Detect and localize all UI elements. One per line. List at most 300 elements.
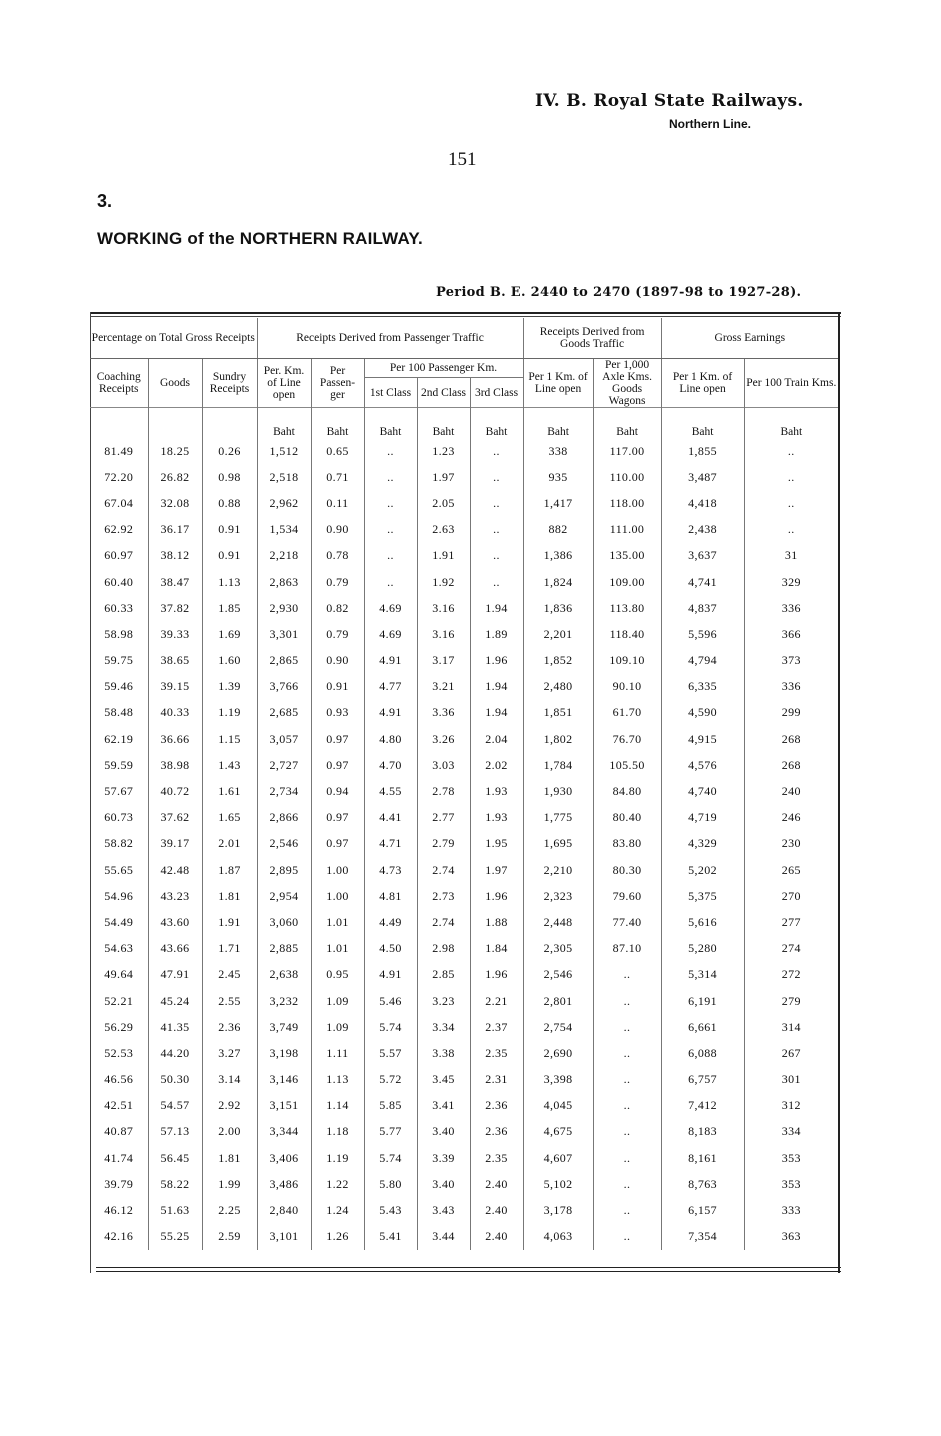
header-gross-per-train: Per 100 Train Kms.: [744, 359, 838, 408]
cell-gross-per-train: 246: [744, 805, 838, 831]
cell-per-passenger: 1.00: [311, 883, 364, 909]
cell-second-class: 3.16: [417, 595, 470, 621]
cell-per-km-line: 3,198: [257, 1040, 311, 1066]
cell-goods-per-axle: ..: [593, 1171, 661, 1197]
cell-second-class: 2.74: [417, 909, 470, 935]
cell-sundry: 1.15: [202, 726, 257, 752]
cell-goods-per-km-line: 2,305: [523, 936, 593, 962]
cell-goods: 36.66: [148, 726, 202, 752]
cell-per-km-line: 2,954: [257, 883, 311, 909]
cell-gross-per-km-line: 4,719: [661, 805, 744, 831]
cell-per-km-line: 3,146: [257, 1067, 311, 1093]
cell-per-km-line: 2,885: [257, 936, 311, 962]
cell-per-passenger: 0.97: [311, 831, 364, 857]
cell-first-class: 5.41: [364, 1224, 417, 1250]
unit-label: Baht: [257, 408, 311, 439]
cell-goods: 36.17: [148, 517, 202, 543]
cell-second-class: 3.26: [417, 726, 470, 752]
cell-third-class: 2.04: [470, 726, 523, 752]
cell-goods-per-axle: ..: [593, 962, 661, 988]
table-row: [90, 700, 838, 726]
cell-goods-per-axle: 118.40: [593, 621, 661, 647]
cell-first-class: 4.73: [364, 857, 417, 883]
cell-per-passenger: 1.13: [311, 1067, 364, 1093]
cell-gross-per-train: 268: [744, 726, 838, 752]
cell-second-class: 3.45: [417, 1067, 470, 1093]
cell-goods-per-km-line: 1,802: [523, 726, 593, 752]
cell-gross-per-km-line: 4,740: [661, 778, 744, 804]
cell-goods-per-km-line: 1,695: [523, 831, 593, 857]
cell-gross-per-train: 265: [744, 857, 838, 883]
cell-goods: 51.63: [148, 1197, 202, 1223]
cell-goods-per-axle: 80.30: [593, 857, 661, 883]
cell-per-km-line: 2,638: [257, 962, 311, 988]
cell-goods-per-axle: 109.10: [593, 648, 661, 674]
cell-coaching: 46.56: [104, 1072, 134, 1087]
cell-sundry: 0.26: [202, 438, 257, 464]
cell-per-passenger: 0.97: [311, 805, 364, 831]
cell-per-passenger: 1.01: [311, 909, 364, 935]
cell-coaching: 41.74: [104, 1150, 134, 1165]
cell-gross-per-train: 299: [744, 700, 838, 726]
cell-coaching: 54.96: [104, 888, 134, 903]
cell-per-km-line: 2,518: [257, 464, 311, 490]
table-row: [90, 778, 838, 804]
cell-third-class: 2.40: [470, 1171, 523, 1197]
cell-gross-per-km-line: 1,855: [661, 438, 744, 464]
cell-coaching: 56.29: [104, 1019, 134, 1034]
cell-goods: 55.25: [148, 1224, 202, 1250]
cell-sundry: 1.43: [202, 752, 257, 778]
cell-goods-per-axle: 90.10: [593, 674, 661, 700]
cell-goods-per-axle: 111.00: [593, 517, 661, 543]
cell-coaching: 54.49: [104, 914, 134, 929]
cell-third-class: 2.35: [470, 1040, 523, 1066]
cell-per-passenger: 1.22: [311, 1171, 364, 1197]
cell-goods-per-km-line: 4,045: [523, 1093, 593, 1119]
cell-second-class: 2.77: [417, 805, 470, 831]
cell-first-class: ..: [364, 464, 417, 490]
cell-first-class: 5.74: [364, 1014, 417, 1040]
cell-gross-per-km-line: 4,837: [661, 595, 744, 621]
cell-sundry: 3.14: [202, 1067, 257, 1093]
cell-per-passenger: 0.90: [311, 517, 364, 543]
cell-coaching: 54.63: [104, 941, 134, 956]
table-row: [90, 1119, 838, 1145]
cell-per-km-line: 3,151: [257, 1093, 311, 1119]
cell-sundry: 3.27: [202, 1040, 257, 1066]
table-row: [90, 857, 838, 883]
cell-first-class: 4.49: [364, 909, 417, 935]
cell-goods: 39.17: [148, 831, 202, 857]
unit-label: Baht: [661, 408, 744, 439]
cell-second-class: 2.05: [417, 490, 470, 516]
cell-gross-per-km-line: 2,438: [661, 517, 744, 543]
cell-goods: 38.47: [148, 569, 202, 595]
cell-goods: 54.57: [148, 1093, 202, 1119]
line-subtitle: Northern Line.: [669, 117, 752, 131]
cell-per-passenger: 0.82: [311, 595, 364, 621]
cell-gross-per-train: 353: [744, 1145, 838, 1171]
cell-gross-per-train: 301: [744, 1067, 838, 1093]
table-bottom-rule-double: [96, 1271, 841, 1272]
cell-coaching: 52.53: [104, 1045, 134, 1060]
cell-goods-per-km-line: 1,386: [523, 543, 593, 569]
table-row: [90, 1197, 838, 1223]
table-row: [90, 517, 838, 543]
cell-coaching: 60.97: [104, 548, 134, 563]
cell-per-km-line: 3,057: [257, 726, 311, 752]
cell-goods-per-km-line: 5,102: [523, 1171, 593, 1197]
cell-first-class: 5.74: [364, 1145, 417, 1171]
cell-sundry: 1.91: [202, 909, 257, 935]
cell-per-passenger: 0.94: [311, 778, 364, 804]
cell-second-class: 2.73: [417, 883, 470, 909]
table-row: [90, 595, 838, 621]
cell-third-class: 1.96: [470, 648, 523, 674]
cell-first-class: 4.77: [364, 674, 417, 700]
cell-per-km-line: 1,512: [257, 438, 311, 464]
cell-goods-per-km-line: 4,063: [523, 1224, 593, 1250]
cell-second-class: 3.40: [417, 1171, 470, 1197]
cell-coaching: 72.20: [104, 469, 134, 484]
cell-first-class: 4.50: [364, 936, 417, 962]
cell-third-class: 1.96: [470, 962, 523, 988]
table-row: [90, 1224, 838, 1250]
cell-per-km-line: 2,930: [257, 595, 311, 621]
table-top-rule: [90, 312, 841, 314]
cell-gross-per-km-line: 6,088: [661, 1040, 744, 1066]
cell-per-km-line: 2,685: [257, 700, 311, 726]
cell-first-class: 4.91: [364, 700, 417, 726]
cell-first-class: 5.77: [364, 1119, 417, 1145]
table-row: [90, 569, 838, 595]
cell-coaching: 59.59: [104, 757, 134, 772]
unit-label: Baht: [470, 408, 523, 439]
cell-goods: 56.45: [148, 1145, 202, 1171]
cell-gross-per-train: 333: [744, 1197, 838, 1223]
cell-gross-per-km-line: 8,161: [661, 1145, 744, 1171]
cell-per-km-line: 3,766: [257, 674, 311, 700]
cell-gross-per-km-line: 8,763: [661, 1171, 744, 1197]
cell-coaching: 58.48: [104, 705, 134, 720]
cell-per-km-line: 3,301: [257, 621, 311, 647]
cell-per-passenger: 1.09: [311, 988, 364, 1014]
cell-gross-per-train: 312: [744, 1093, 838, 1119]
cell-goods-per-axle: ..: [593, 1224, 661, 1250]
table-row: [90, 674, 838, 700]
table-row: [90, 883, 838, 909]
cell-goods: 43.23: [148, 883, 202, 909]
cell-goods: 47.91: [148, 962, 202, 988]
unit-label: Baht: [523, 408, 593, 439]
header-second-class: 2nd Class: [417, 378, 470, 408]
cell-per-km-line: 3,486: [257, 1171, 311, 1197]
cell-gross-per-km-line: 6,191: [661, 988, 744, 1014]
header-gross-per-km-line: Per 1 Km. of Line open: [661, 359, 744, 408]
cell-per-passenger: 1.14: [311, 1093, 364, 1119]
header-goods-receipts: Receipts Derived from Goods Traffic: [523, 318, 661, 359]
cell-first-class: ..: [364, 490, 417, 516]
cell-gross-per-km-line: 3,487: [661, 464, 744, 490]
cell-first-class: ..: [364, 543, 417, 569]
cell-third-class: 1.94: [470, 595, 523, 621]
cell-goods: 41.35: [148, 1014, 202, 1040]
cell-sundry: 2.36: [202, 1014, 257, 1040]
cell-goods-per-axle: 135.00: [593, 543, 661, 569]
cell-coaching: 39.79: [104, 1176, 134, 1191]
cell-gross-per-km-line: 6,757: [661, 1067, 744, 1093]
cell-per-km-line: 3,232: [257, 988, 311, 1014]
cell-gross-per-train: 268: [744, 752, 838, 778]
cell-second-class: 1.97: [417, 464, 470, 490]
cell-goods-per-km-line: 1,851: [523, 700, 593, 726]
cell-sundry: 1.19: [202, 700, 257, 726]
cell-sundry: 0.88: [202, 490, 257, 516]
cell-gross-per-train: 314: [744, 1014, 838, 1040]
table-row: [90, 648, 838, 674]
header-per-km-line: Per. Km. of Line open: [257, 359, 311, 408]
cell-gross-per-train: 267: [744, 1040, 838, 1066]
cell-gross-per-train: ..: [744, 438, 838, 464]
cell-goods-per-km-line: 3,178: [523, 1197, 593, 1223]
cell-goods-per-axle: ..: [593, 1014, 661, 1040]
table-row: [90, 936, 838, 962]
cell-first-class: 5.80: [364, 1171, 417, 1197]
cell-per-passenger: 0.93: [311, 700, 364, 726]
cell-third-class: 1.97: [470, 857, 523, 883]
header-gross-earnings: Gross Earnings: [661, 318, 838, 359]
cell-per-passenger: 0.90: [311, 648, 364, 674]
cell-goods: 38.65: [148, 648, 202, 674]
cell-first-class: ..: [364, 517, 417, 543]
cell-second-class: 3.41: [417, 1093, 470, 1119]
cell-per-passenger: 0.95: [311, 962, 364, 988]
cell-goods-per-axle: 76.70: [593, 726, 661, 752]
cell-goods-per-km-line: 2,323: [523, 883, 593, 909]
cell-gross-per-train: 366: [744, 621, 838, 647]
cell-gross-per-km-line: 5,314: [661, 962, 744, 988]
cell-third-class: ..: [470, 517, 523, 543]
table-row: [90, 726, 838, 752]
cell-sundry: 1.85: [202, 595, 257, 621]
cell-first-class: 4.55: [364, 778, 417, 804]
cell-sundry: 2.55: [202, 988, 257, 1014]
cell-third-class: 1.93: [470, 778, 523, 804]
cell-goods: 32.08: [148, 490, 202, 516]
cell-gross-per-km-line: 5,616: [661, 909, 744, 935]
cell-gross-per-km-line: 4,794: [661, 648, 744, 674]
cell-coaching: 60.73: [104, 810, 134, 825]
cell-third-class: 2.31: [470, 1067, 523, 1093]
cell-per-passenger: 0.79: [311, 621, 364, 647]
cell-per-km-line: 3,060: [257, 909, 311, 935]
cell-second-class: 3.44: [417, 1224, 470, 1250]
cell-goods-per-km-line: 1,775: [523, 805, 593, 831]
cell-goods: 43.60: [148, 909, 202, 935]
cell-coaching: 49.64: [104, 967, 134, 982]
cell-coaching: 67.04: [104, 495, 134, 510]
cell-gross-per-train: 373: [744, 648, 838, 674]
cell-goods-per-axle: 109.00: [593, 569, 661, 595]
cell-goods-per-km-line: 4,675: [523, 1119, 593, 1145]
cell-gross-per-km-line: 5,596: [661, 621, 744, 647]
cell-third-class: 1.94: [470, 700, 523, 726]
unit-label: Baht: [417, 408, 470, 439]
cell-goods: 40.33: [148, 700, 202, 726]
cell-per-km-line: 2,962: [257, 490, 311, 516]
cell-gross-per-train: 353: [744, 1171, 838, 1197]
cell-sundry: 1.65: [202, 805, 257, 831]
cell-second-class: 3.16: [417, 621, 470, 647]
cell-coaching: 60.33: [104, 600, 134, 615]
cell-gross-per-km-line: 6,661: [661, 1014, 744, 1040]
cell-gross-per-train: 279: [744, 988, 838, 1014]
cell-per-passenger: 1.00: [311, 857, 364, 883]
header-coaching: Coaching Receipts: [96, 371, 141, 395]
table-bottom-rule: [96, 1267, 841, 1268]
cell-coaching: 57.67: [104, 784, 134, 799]
cell-gross-per-train: 329: [744, 569, 838, 595]
cell-second-class: 3.34: [417, 1014, 470, 1040]
cell-gross-per-km-line: 4,915: [661, 726, 744, 752]
cell-third-class: 1.89: [470, 621, 523, 647]
table-row: [90, 752, 838, 778]
cell-goods: 43.66: [148, 936, 202, 962]
cell-goods-per-axle: ..: [593, 1145, 661, 1171]
cell-first-class: ..: [364, 438, 417, 464]
cell-goods-per-km-line: 4,607: [523, 1145, 593, 1171]
cell-third-class: 1.93: [470, 805, 523, 831]
table-row: [90, 962, 838, 988]
cell-goods-per-axle: 83.80: [593, 831, 661, 857]
cell-per-km-line: 2,866: [257, 805, 311, 831]
cell-per-km-line: 3,344: [257, 1119, 311, 1145]
table-row: [90, 1040, 838, 1066]
cell-first-class: 4.91: [364, 648, 417, 674]
cell-gross-per-train: 363: [744, 1224, 838, 1250]
cell-second-class: 2.79: [417, 831, 470, 857]
cell-second-class: 3.03: [417, 752, 470, 778]
cell-coaching: 59.46: [104, 679, 134, 694]
cell-per-passenger: 1.01: [311, 936, 364, 962]
cell-sundry: 1.61: [202, 778, 257, 804]
cell-goods: 44.20: [148, 1040, 202, 1066]
cell-goods-per-km-line: 2,754: [523, 1014, 593, 1040]
cell-goods-per-axle: 105.50: [593, 752, 661, 778]
cell-goods-per-km-line: 2,448: [523, 909, 593, 935]
table-row: [90, 1014, 838, 1040]
cell-per-passenger: 0.91: [311, 674, 364, 700]
cell-coaching: 59.75: [104, 653, 134, 668]
cell-gross-per-train: ..: [744, 517, 838, 543]
cell-goods: 45.24: [148, 988, 202, 1014]
cell-per-passenger: 0.71: [311, 464, 364, 490]
cell-third-class: ..: [470, 543, 523, 569]
cell-goods-per-axle: ..: [593, 1093, 661, 1119]
cell-goods-per-km-line: 1,784: [523, 752, 593, 778]
statistics-table-frame: [90, 312, 841, 1273]
cell-sundry: 2.92: [202, 1093, 257, 1119]
header-sundry: Sundry Receipts: [202, 359, 257, 408]
cell-goods-per-axle: 110.00: [593, 464, 661, 490]
cell-per-passenger: 1.18: [311, 1119, 364, 1145]
cell-goods-per-km-line: 1,930: [523, 778, 593, 804]
table-row: [90, 621, 838, 647]
cell-goods: 38.12: [148, 543, 202, 569]
cell-per-km-line: 2,895: [257, 857, 311, 883]
cell-gross-per-km-line: 6,335: [661, 674, 744, 700]
cell-third-class: ..: [470, 438, 523, 464]
cell-sundry: 1.60: [202, 648, 257, 674]
cell-gross-per-train: ..: [744, 490, 838, 516]
cell-second-class: 3.23: [417, 988, 470, 1014]
cell-coaching: 52.21: [104, 993, 134, 1008]
cell-goods-per-axle: ..: [593, 1197, 661, 1223]
cell-goods: 39.15: [148, 674, 202, 700]
cell-gross-per-km-line: 3,637: [661, 543, 744, 569]
cell-sundry: 1.81: [202, 1145, 257, 1171]
cell-gross-per-km-line: 8,183: [661, 1119, 744, 1145]
cell-goods: 50.30: [148, 1067, 202, 1093]
cell-gross-per-km-line: 4,418: [661, 490, 744, 516]
cell-per-km-line: 2,546: [257, 831, 311, 857]
cell-gross-per-km-line: 5,280: [661, 936, 744, 962]
cell-third-class: 2.21: [470, 988, 523, 1014]
cell-goods-per-km-line: 2,690: [523, 1040, 593, 1066]
cell-gross-per-train: 277: [744, 909, 838, 935]
cell-first-class: 4.41: [364, 805, 417, 831]
cell-per-passenger: 1.26: [311, 1224, 364, 1250]
cell-goods-per-axle: 80.40: [593, 805, 661, 831]
cell-gross-per-train: 274: [744, 936, 838, 962]
header-goods: Goods: [148, 359, 202, 408]
cell-first-class: 5.57: [364, 1040, 417, 1066]
cell-third-class: 2.37: [470, 1014, 523, 1040]
cell-second-class: 3.21: [417, 674, 470, 700]
table-row: [90, 490, 838, 516]
cell-second-class: 2.78: [417, 778, 470, 804]
cell-first-class: 4.70: [364, 752, 417, 778]
cell-sundry: 0.91: [202, 543, 257, 569]
cell-goods-per-axle: 117.00: [593, 438, 661, 464]
cell-goods-per-km-line: 3,398: [523, 1067, 593, 1093]
table-row: [90, 1145, 838, 1171]
cell-second-class: 1.23: [417, 438, 470, 464]
cell-goods-per-km-line: 1,852: [523, 648, 593, 674]
cell-gross-per-train: 334: [744, 1119, 838, 1145]
cell-coaching: 46.12: [104, 1203, 134, 1218]
cell-second-class: 3.39: [417, 1145, 470, 1171]
cell-goods: 37.82: [148, 595, 202, 621]
cell-per-km-line: 2,218: [257, 543, 311, 569]
cell-gross-per-km-line: 6,157: [661, 1197, 744, 1223]
cell-sundry: 2.59: [202, 1224, 257, 1250]
cell-sundry: 1.69: [202, 621, 257, 647]
cell-goods-per-km-line: 1,417: [523, 490, 593, 516]
period-heading: Period B. E. 2440 to 2470 (1897-98 to 1927-28).: [436, 285, 802, 300]
cell-goods: 26.82: [148, 464, 202, 490]
cell-sundry: 0.98: [202, 464, 257, 490]
cell-per-passenger: 0.97: [311, 752, 364, 778]
cell-goods-per-axle: ..: [593, 1067, 661, 1093]
cell-gross-per-train: 230: [744, 831, 838, 857]
cell-second-class: 2.63: [417, 517, 470, 543]
cell-per-passenger: 1.24: [311, 1197, 364, 1223]
cell-third-class: 2.40: [470, 1224, 523, 1250]
cell-second-class: 3.40: [417, 1119, 470, 1145]
cell-gross-per-km-line: 4,329: [661, 831, 744, 857]
